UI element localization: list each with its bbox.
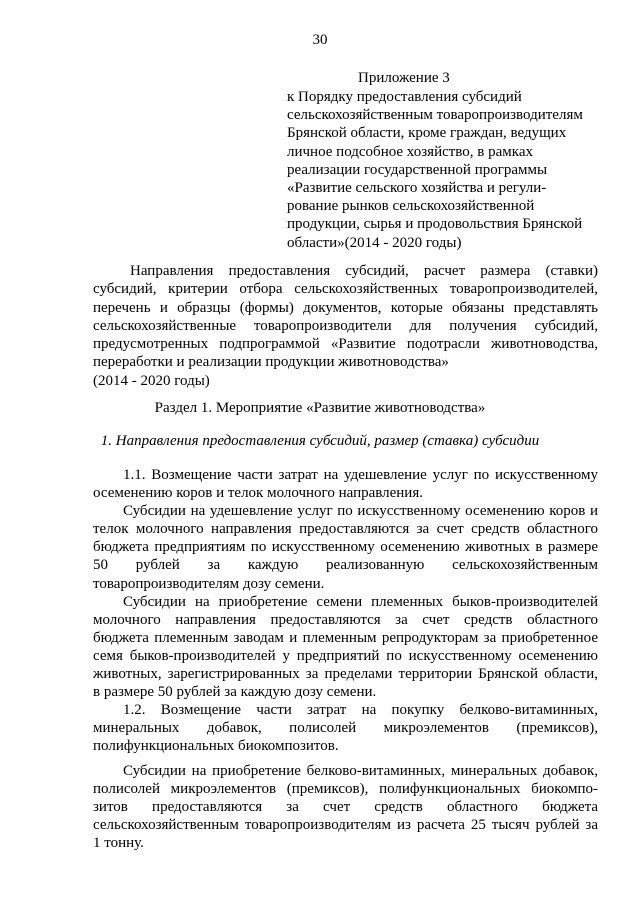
heading-line: (2014 - 2020 годы) xyxy=(93,372,210,389)
text-line: молочного направления предоставляются за счет средств областного xyxy=(93,611,598,628)
text-line: осеменению коров и телок молочного направления. xyxy=(93,485,423,502)
text-line: Субсидии на приобретение белково-витаминных, минеральных добавок, xyxy=(123,762,598,779)
text-line: телок молочного направления предоставляются за счет средств областного xyxy=(93,521,598,538)
appendix-line: «Развитие сельского хозяйства и регули- xyxy=(287,180,547,197)
paragraph xyxy=(93,762,598,852)
appendix-line: сельскохозяйственным товаропроизводителям xyxy=(287,107,583,124)
appendix-line: рование рынков сельскохозяйственной xyxy=(287,198,535,215)
text-line: 1 тонну. xyxy=(93,834,144,851)
heading-line: переработки и реализации продукции животноводства» xyxy=(93,354,449,371)
appendix-line: области»(2014 - 2020 годы) xyxy=(287,234,462,251)
heading-line: Направления предоставления субсидий, расчет размера (ставки) xyxy=(130,263,598,279)
text-line: товаропроизводителям дозу семени. xyxy=(93,575,325,592)
appendix-reference xyxy=(287,88,592,252)
appendix-line: личное подсобное хозяйство, в рамках xyxy=(287,143,533,160)
section-title: Раздел 1. Мероприятие «Развитие животноводства» xyxy=(154,400,486,416)
appendix-title: Приложение 3 xyxy=(358,70,450,86)
appendix-line: к Порядку предоставления субсидий xyxy=(287,89,522,105)
text-line: в размере 50 рублей за каждую дозу семени. xyxy=(93,684,377,701)
text-line: бюджета предприятиям по искусственному осеменению животных в размере xyxy=(93,539,598,556)
heading-line: субсидий, критерии отбора сельскохозяйственных товаропроизводителей, xyxy=(93,281,598,298)
appendix-line: Брянской области, кроме граждан, ведущих xyxy=(287,125,567,142)
text-line: бюджета племенным заводам и племенным репродукторам за приобретенное xyxy=(93,629,598,646)
document-heading xyxy=(93,262,598,390)
subsection-title: 1. Направления предоставления субсидий, размер (ставка) субсидии xyxy=(100,433,540,449)
document-body xyxy=(93,466,598,852)
text-line: минеральных добавок, полисолей микроэлементов (премиксов), xyxy=(93,720,598,737)
text-line: 1.1. Возмещение части затрат на удешевление услуг по искусственному xyxy=(123,467,598,483)
paragraph xyxy=(93,593,598,702)
text-line: зитов предоставляются за счет средств областного бюджета xyxy=(93,798,598,815)
text-line: полисолей микроэлементов (премиксов), полифункциональных биокомпо- xyxy=(93,780,598,797)
text-line: сельскохозяйственным товаропроизводителям из расчета 25 тысяч рублей за xyxy=(93,816,598,833)
paragraph xyxy=(93,502,598,592)
text-line: 50 рублей за каждую реализованную сельскохозяйственным xyxy=(93,557,598,574)
text-line: полифункциональных биокомпозитов. xyxy=(93,738,339,755)
page-number: 30 xyxy=(312,32,328,48)
appendix-line: реализации государственной программы xyxy=(287,161,548,178)
text-line: 1.2. Возмещение части затрат на покупку белково-витаминных, xyxy=(123,702,598,719)
paragraph xyxy=(93,701,598,755)
heading-line: предусмотренных подпрограммой «Развитие подотрасли животноводства, xyxy=(93,336,598,353)
text-line: животных, зарегистрированных за пределами территории Брянской области, xyxy=(93,666,598,683)
heading-line: перечень и образцы (формы) документов, которые обязаны представлять xyxy=(93,299,598,316)
heading-line: сельскохозяйственные товаропроизводители для получения субсидий, xyxy=(93,317,598,334)
text-line: семя быков-производителей у предприятий по искусственному осеменению xyxy=(93,647,598,664)
appendix-line: продукции, сырья и продовольствия Брянской xyxy=(287,216,583,233)
paragraph xyxy=(93,466,598,502)
text-line: Субсидии на приобретение семени племенных быков-производителей xyxy=(123,593,598,610)
text-line: Субсидии на удешевление услуг по искусственному осеменению коров и xyxy=(123,503,598,520)
